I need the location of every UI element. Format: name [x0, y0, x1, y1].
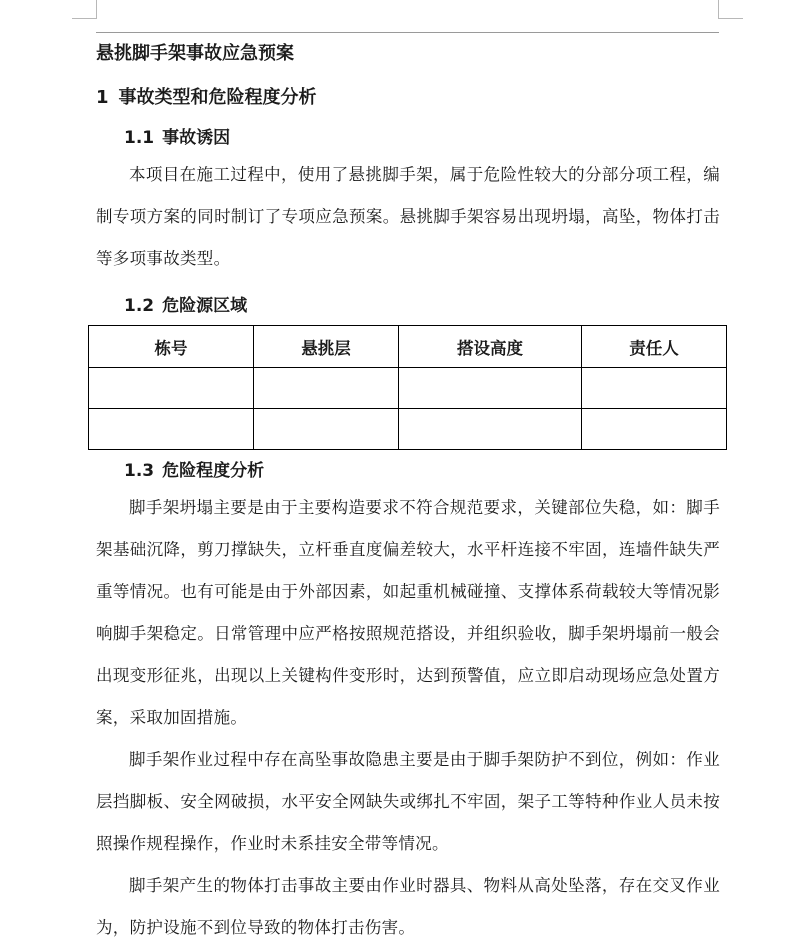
- table-cell[interactable]: [582, 409, 727, 450]
- table-cell[interactable]: [582, 368, 727, 409]
- table-cell[interactable]: [89, 368, 254, 409]
- section-1-1-title: 事故诱因: [162, 128, 231, 148]
- table-header-row: [89, 326, 727, 368]
- table-header-cell: 搭设高度: [399, 326, 582, 368]
- table-header-cell: 责任人: [582, 326, 727, 368]
- table-header-cell: 栋号: [89, 326, 254, 368]
- section-1-3-heading: [124, 458, 720, 484]
- section-1-1-paragraph: 本项目在施工过程中，使用了悬挑脚手架，属于危险性较大的分部分项工程，编制专项方案的同时制订了专项应急预案。悬挑脚手架容易出现坍塌，高坠，物体打击等多项事故类型。: [96, 165, 720, 268]
- section-1-3-paragraph-2: 脚手架作业过程中存在高坠事故隐患主要是由于脚手架防护不到位，例如：作业层挡脚板、安全网破损，水平安全网缺失或绑扎不牢固，架子工等特种作业人员未按照操作规程操作，作业时未系挂安全带等情况。: [96, 750, 720, 853]
- section-1-2-title: 危险源区域: [162, 296, 248, 316]
- crop-mark-left-horizontal: [72, 18, 97, 19]
- section-1-number: 1: [96, 87, 109, 108]
- section-1-3-title: 危险程度分析: [162, 461, 265, 481]
- crop-mark-left-vertical: [96, 0, 97, 18]
- table-cell[interactable]: [399, 368, 582, 409]
- table-cell[interactable]: [254, 368, 399, 409]
- hazard-area-table: [88, 325, 727, 450]
- document-body: [96, 40, 720, 949]
- table-cell[interactable]: [399, 409, 582, 450]
- table-row: [89, 368, 727, 409]
- section-1-title: 事故类型和危险程度分析: [118, 87, 317, 108]
- section-1-3-number: 1.3: [124, 461, 155, 481]
- section-1-3-paragraph-3: 脚手架产生的物体打击事故主要由作业时器具、物料从高处坠落，存在交叉作业为，防护设施不到位导致的物体打击伤害。: [96, 876, 720, 937]
- section-1-1-heading: [124, 125, 720, 151]
- crop-mark-right-horizontal: [718, 18, 743, 19]
- section-1-3-paragraph-1: 脚手架坍塌主要是由于主要构造要求不符合规范要求，关键部位失稳，如：脚手架基础沉降，剪刀撑缺失，立杆垂直度偏差较大，水平杆连接不牢固，连墙件缺失严重等情况。也有可能是由于外部因素，如起重机械碰撞、支撑体系荷载较大等情况影响脚手架稳定。日常管理中应严格按照规范搭设，并组织验收，脚手架坍塌前一般会出现变形征兆，出现以上关键构件变形时，达到预警值，应立即启动现场应急处置方案，采取加固措施。: [96, 498, 720, 727]
- section-1-2-heading: [124, 293, 720, 319]
- table-cell[interactable]: [254, 409, 399, 450]
- document-title: 悬挑脚手架事故应急预案: [96, 43, 294, 64]
- table-header-cell: 悬挑层: [254, 326, 399, 368]
- header-rule: [96, 32, 719, 33]
- table-cell[interactable]: [89, 409, 254, 450]
- section-1-2-number: 1.2: [124, 296, 155, 316]
- section-1-heading: [96, 84, 720, 112]
- table-row: [89, 409, 727, 450]
- section-1-1-number: 1.1: [124, 128, 155, 148]
- crop-mark-right-vertical: [718, 0, 719, 18]
